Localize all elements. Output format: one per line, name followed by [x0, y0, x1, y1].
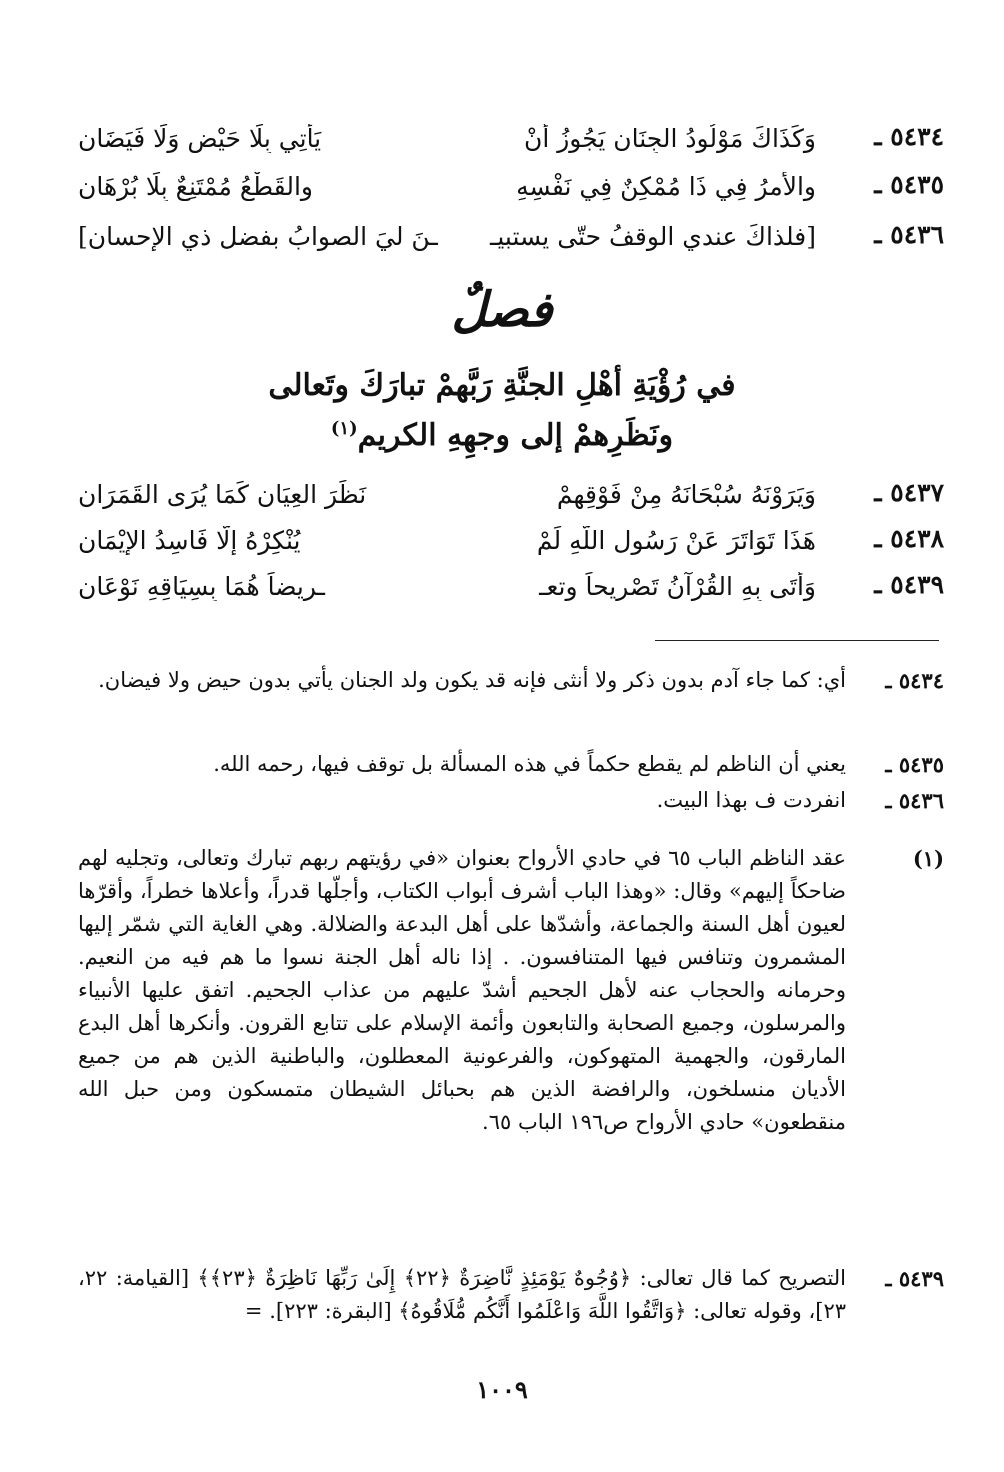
- footnote: [78, 784, 944, 817]
- footnote-number: ٥٤٣٥ ـ: [885, 752, 944, 777]
- section-heading-continued: [120, 418, 884, 453]
- footnote: [78, 664, 944, 697]
- verse-second-hemistich: والقَطْعُ مُمْتَنِعٌ بِلَا بُرْهَانِ: [78, 172, 313, 201]
- verse-first-hemistich: وَأتَى بِهِ القُرْآنُ تَصْرِيحاً وتعـ: [539, 572, 816, 601]
- footnote-text: عقد الناظم الباب ٦٥ في حادي الأرواح بعنوان «في رؤيتهم ربهم تبارك وتعالى، وتجليه لهم ضاحكاً إليهم» وقال: «وهذا الباب أشرف أبواب الكتاب، وأجلّها قدراً، وأعلاها خطراً، وأقرّها لعيون أهل السنة والجماعة، وأشدّها على أهل البدعة والضلالة. وهي الغاية التي شمّر إليها المشمرون وتنافس فيها المتنافسون. . إذا ناله أهل الجنة نسوا ما هم فيه من النعيم. وحرمانه والحجاب عنه لأهل الجحيم أشدّ عليهم من عذاب الجحيم. اتفق عليها الأنبياء والمرسلون، وجميع الصحابة والتابعون وأئمة الإسلام على تتابع القرون. وأنكرها أهل البدع المارقون، والجهمية المتهوكون، والفرعونية المعطلون، والباطنية الذين هم من جميع الأديان منسلخون، والرافضة الذين هم بحبائل الشيطان متمسكون ومن حبل الله منقطعون» حادي الأرواح ص١٩٦ الباب ٦٥.: [78, 846, 846, 1134]
- verse-number: ٥٤٣٧ ـ: [874, 478, 944, 507]
- verse-line: [78, 170, 944, 218]
- footnote: [78, 1262, 944, 1328]
- verse-line: [78, 122, 944, 170]
- footnote-text: انفردت ف بهذا البيت.: [656, 788, 846, 812]
- verse-second-hemistich: يَأتِي بِلَا حَيْضٍ وَلَا فَيَضَانِ: [78, 124, 322, 153]
- verse-number: ٥٤٣٩ ـ: [874, 570, 944, 599]
- verse-number: ٥٤٣٤ ـ: [874, 122, 944, 151]
- verse-first-hemistich: [فلذاكَ عندي الوقفُ حتّى يستبيـ: [490, 222, 816, 251]
- footnote-number: ٥٤٣٤ ـ: [885, 668, 944, 693]
- verse-line: [78, 570, 944, 618]
- section-heading-text: ونَظَرِهمْ إلى وجهِهِ الكريم: [357, 418, 674, 453]
- verse-second-hemistich: نَظَرَ العِيَانِ كَمَا يُرَى القَمَرَانِ: [78, 480, 367, 509]
- footnote-reference: (١): [330, 418, 358, 439]
- verse-first-hemistich: وَكَذَاكَ مَوْلُودُ الجِنَانِ يَجُوزُ أَنْ: [523, 124, 816, 153]
- verse-second-hemistich: يُنْكِرْهُ إلَّا فَاسِدُ الإِيْمَانِ: [78, 526, 301, 555]
- footnote: [78, 842, 944, 1139]
- verse-first-hemistich: وَيَرَوْنَهُ سُبْحَانَهُ مِنْ فَوْقِهِمْ: [556, 480, 816, 509]
- footnote-text: التصريح كما قال تعالى: ﴿وُجُوهٌ يَوْمَئِذٍ نَّاضِرَةٌ ﴿٢٢﴾ إِلَىٰ رَبِّهَا نَاظِرَةٌ ﴿٢٣﴾﴾ [القيامة: ٢٢، ٢٣]، وقوله تعالى: ﴿وَاتَّقُوا اللَّهَ وَاعْلَمُوا أَنَّكُم مُّلَاقُوهُ﴾ [البقرة: ٢٢٣]. =: [78, 1266, 846, 1323]
- verse-line: [78, 524, 944, 572]
- verse-second-hemistich: ـنَ ليَ الصوابُ بفضل ذي الإحسانِ]: [78, 222, 438, 251]
- footnote-number: (١): [912, 846, 944, 871]
- verse-second-hemistich: ـرِيضاً هُمَا بِسِيَاقِهِ نَوْعَانِ: [78, 572, 326, 601]
- verse-line: [78, 478, 944, 526]
- footnote-number: ٥٤٣٩ ـ: [885, 1266, 944, 1291]
- verse-line: [78, 220, 944, 268]
- verse-number: ٥٤٣٥ ـ: [874, 170, 944, 199]
- footnote-separator: [655, 640, 939, 641]
- section-heading: في رُؤْيَةِ أهْلِ الجنَّةِ رَبَّهمْ تبارَكَ وتَعالى: [268, 368, 736, 403]
- footnote-text: أي: كما جاء آدم بدون ذكر ولا أنثى فإنه قد يكون ولد الجنان يأتي بدون حيض ولا فيضان.: [98, 668, 846, 692]
- section-marker: فصلٌ: [451, 282, 553, 338]
- footnote-text: يعني أن الناظم لم يقطع حكماً في هذه المسألة بل توقف فيها، رحمه الله.: [213, 752, 846, 776]
- footnote-number: ٥٤٣٦ ـ: [885, 788, 944, 813]
- verse-first-hemistich: والأمرُ فِي ذَا مُمْكِنٌ فِي نَفْسِهِ: [516, 172, 816, 201]
- verse-number: ٥٤٣٨ ـ: [874, 524, 944, 553]
- verse-number: ٥٤٣٦ ـ: [874, 220, 944, 249]
- verse-first-hemistich: هَذَا تَوَاتَرَ عَنْ رَسُولِ اللَّهِ لَمْ: [536, 526, 816, 555]
- page-number: ١٠٠٩: [476, 1375, 528, 1404]
- footnote: [78, 748, 944, 781]
